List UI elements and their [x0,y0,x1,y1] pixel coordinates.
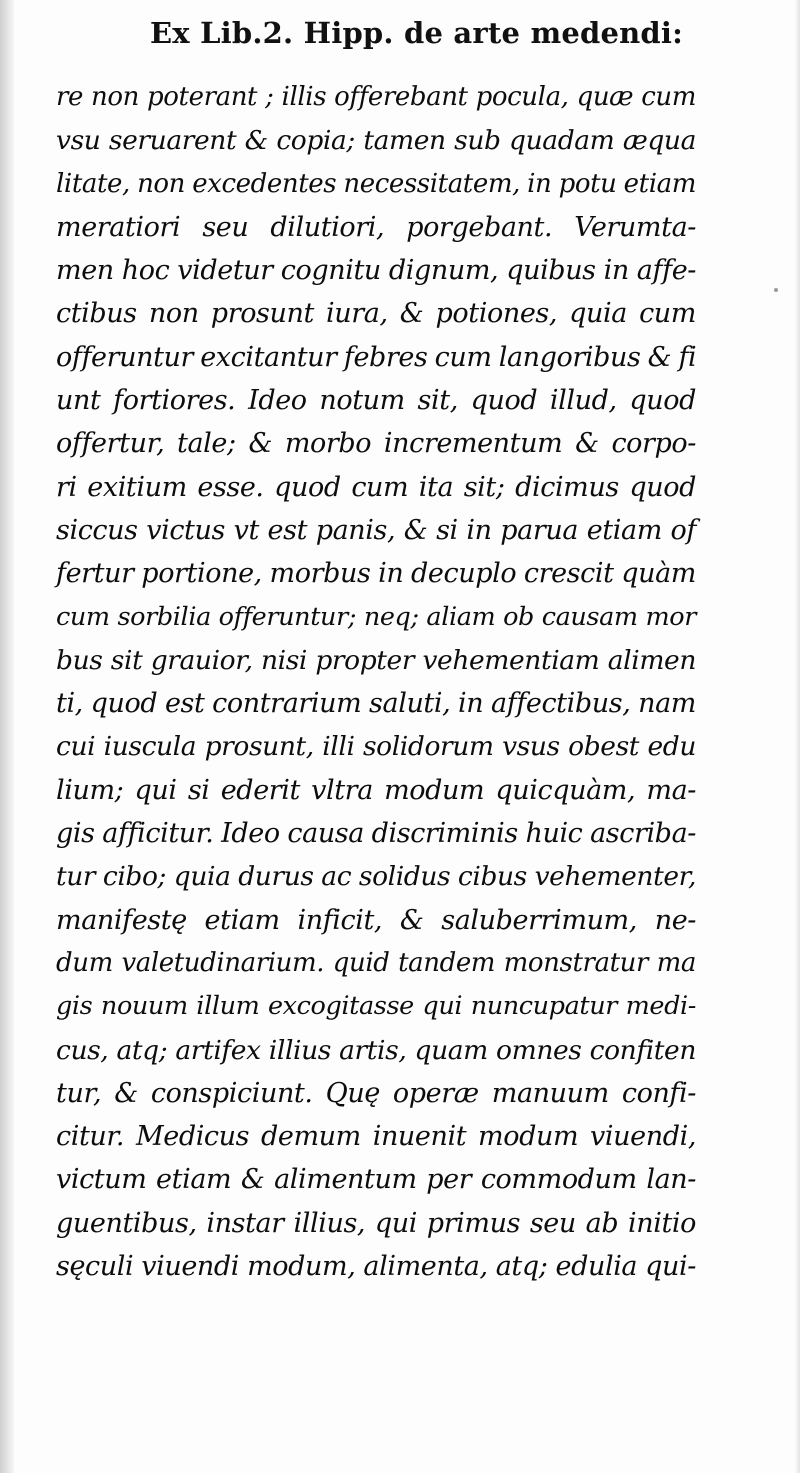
text-line: siccus victus vt est panis, & si in parua etiam of [56,514,696,546]
text-line: sęculi viuendi modum, alimenta, atq; edulia qui- [56,1251,696,1283]
text-line: offertur, tale; & morbo incrementum & corpo- [56,428,696,460]
text-line: bus sit grauior, nisi propter vehementiam alimen [56,644,696,676]
text-line: ctibus non prosunt iura, & potiones, quia cum [56,298,696,330]
text-line: cus, atq; artifex illius artis, quam omnes confiten [56,1034,696,1066]
text-line: vsu seruarent & copia; tamen sub quadam æqua [56,125,696,157]
binding-shadow [0,0,14,1473]
text-line: gis nouum illum excogitasse qui nuncupatur medi- [56,991,696,1022]
text-line: gis afficitur. Ideo causa discriminis huic ascriba- [56,818,696,850]
text-line: citur. Medicus demum inuenit modum viuendi, [56,1121,696,1153]
text-line: lium; qui si ederit vltra modum quicquàm, ma- [56,774,696,806]
text-line: tur cibo; quia durus ac solidus cibus vehementer, [56,861,696,893]
text-line: unt fortiores. Ideo notum sit, quod illud, quod [56,385,696,417]
text-line: offeruntur excitantur febres cum langoribus & fi [56,341,697,373]
ink-speck [774,288,778,292]
text-line: men hoc videtur cognitu dignum, quibus in affe- [56,255,696,287]
body-text [56,76,696,1288]
text-line: tur, & conspiciunt. Quę operæ manuum confi- [56,1077,696,1109]
text-line: meratiori seu dilutiori, porgebant. Verumta- [56,211,696,243]
text-line: manifestę etiam inficit, & saluberrimum, ne- [56,904,696,936]
running-head: Ex Lib.2. Hipp. de arte medendi: [150,16,683,50]
text-line: re non poterant ; illis offerebant pocula, quæ cum [56,82,696,112]
text-line: ti, quod est contrarium saluti, in affectibus, nam [56,688,696,720]
text-line: guentibus, instar illius, qui primus seu ab initio [56,1207,696,1239]
page-edge [794,0,800,1473]
text-line: litate, non excedentes necessitatem, in potu etiam [56,168,696,199]
text-line: cum sorbilia offeruntur; neq; aliam ob causam mor [56,601,696,632]
text-line: cui iuscula prosunt, illi solidorum vsus obest edu [56,731,696,763]
text-line: fertur portione, morbus in decuplo crescit quàm [56,558,696,590]
text-line: dum valetudinarium. quid tandem monstratur ma [56,947,696,978]
text-line: victum etiam & alimentum per commodum lan- [56,1164,696,1196]
text-line: ri exitium esse. quod cum ita sit; dicimus quod [56,471,696,503]
